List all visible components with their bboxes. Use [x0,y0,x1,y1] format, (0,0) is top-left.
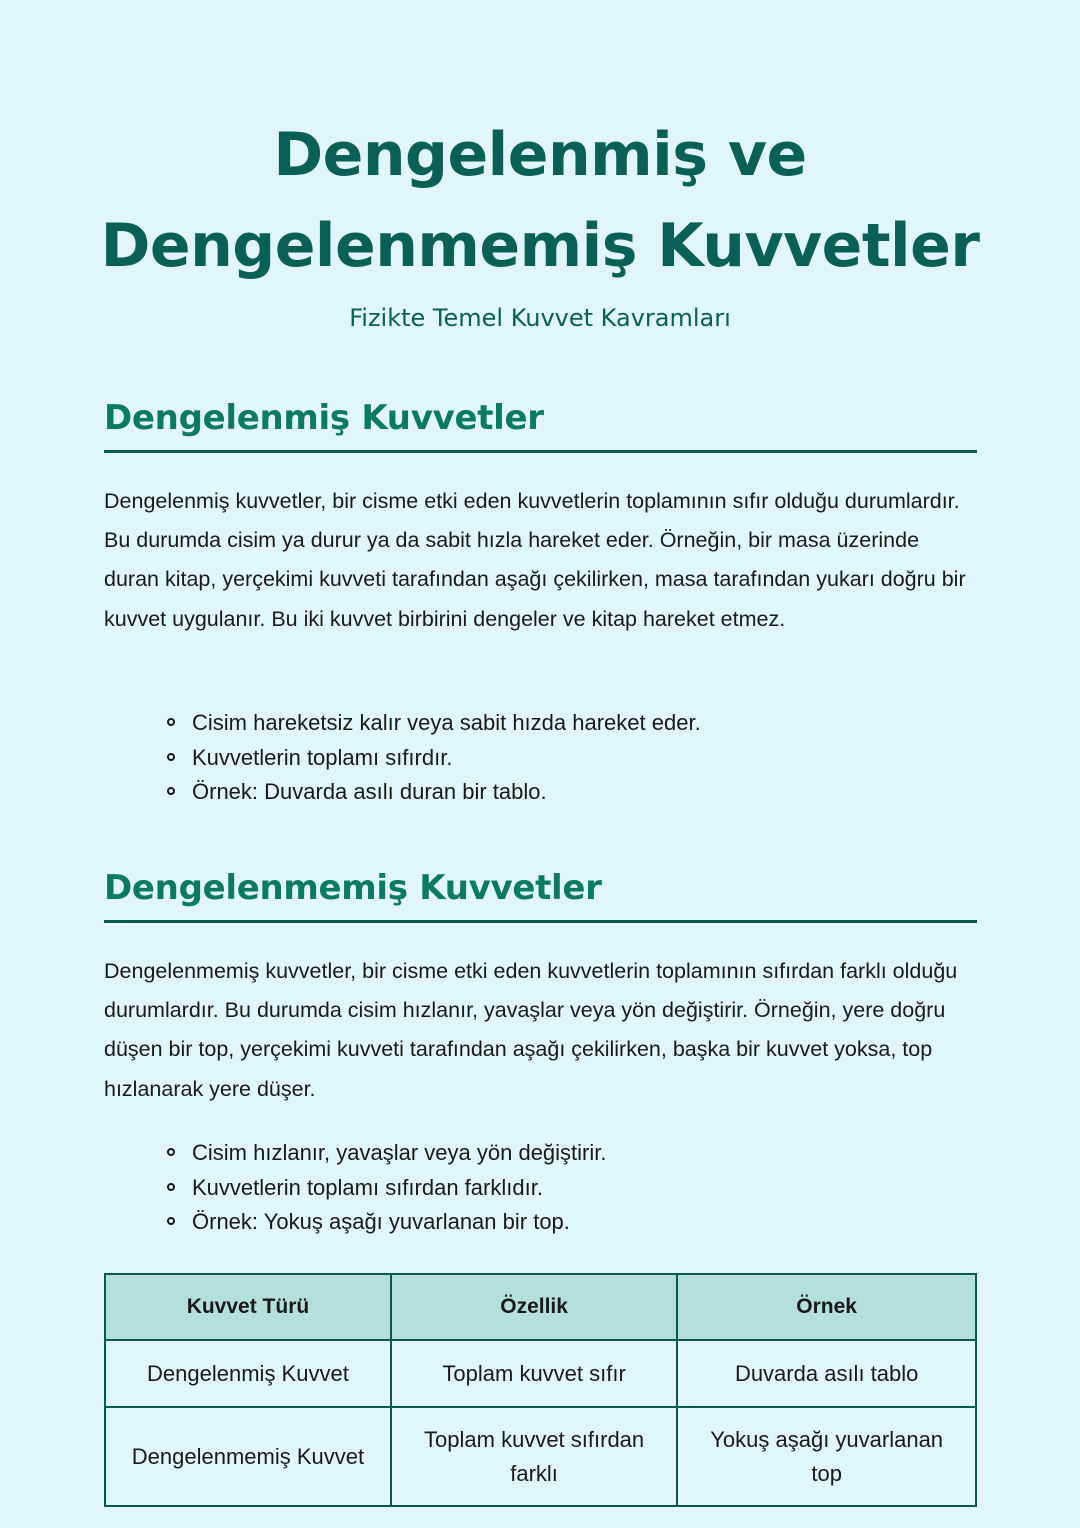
bullet-circle-icon [167,1148,175,1156]
list-item-text: Örnek: Duvarda asılı duran bir tablo. [192,779,547,804]
list-item-text: Örnek: Yokuş aşağı yuvarlanan bir top. [192,1209,570,1234]
bullet-list-unbalanced [192,1136,607,1240]
bullet-circle-icon [167,753,175,761]
page-title [0,110,1080,292]
title-line-2: Dengelenmemiş Kuvvetler [100,211,980,281]
section-heading-balanced: Dengelenmiş Kuvvetler [104,398,977,453]
list-item-text: Cisim hareketsiz kalır veya sabit hızda hareket eder. [192,710,701,735]
bullet-circle-icon [167,718,175,726]
list-item [192,741,701,776]
bullet-circle-icon [167,787,175,795]
force-comparison-table [104,1273,977,1507]
table-header-row [105,1274,976,1340]
table-cell: Toplam kuvvet sıfır [391,1340,677,1407]
list-item [192,1171,607,1206]
list-item-text: Kuvvetlerin toplamı sıfırdan farklıdır. [192,1174,543,1200]
table-cell: Dengelenmiş Kuvvet [105,1340,391,1407]
bullet-circle-icon [167,1217,175,1225]
table-cell: Dengelenmemiş Kuvvet [105,1407,391,1506]
table-header-cell: Örnek [677,1274,976,1340]
list-item [192,775,701,810]
table-row [105,1407,976,1506]
section-heading-unbalanced: Dengelenmemiş Kuvvetler [104,868,977,923]
list-item [192,1205,607,1240]
table-cell: Toplam kuvvet sıfırdan farklı [391,1407,677,1506]
table-row [105,1340,976,1407]
table-header-cell: Özellik [391,1274,677,1340]
table-header-cell: Kuvvet Türü [105,1274,391,1340]
title-line-1: Dengelenmiş ve [273,120,807,190]
list-item [192,706,701,741]
bullet-circle-icon [167,1183,175,1191]
list-item-text: Cisim hızlanır, yavaşlar veya yön değiştirir. [192,1140,607,1165]
table-cell: Duvarda asılı tablo [677,1340,976,1407]
table-cell: Yokuş aşağı yuvarlanan top [677,1407,976,1506]
list-item [192,1136,607,1171]
page-subtitle: Fizikte Temel Kuvvet Kavramları [349,304,731,332]
list-item-text: Kuvvetlerin toplamı sıfırdır. [192,744,453,770]
section-paragraph-unbalanced: Dengelenmemiş kuvvetler, bir cisme etki eden kuvvetlerin toplamının sıfırdan farklı olduğu durumlardır. Bu durumda cisim hızlanır, yavaşlar veya yön değiştirir. Örneğin, yere doğru düşen bir top, yerçekimi kuvveti tarafından aşağı çekilirken, başka bir kuvvet yoksa, top hızlanarak yere düşer. [104,959,958,1101]
section-paragraph-balanced: Dengelenmiş kuvvetler, bir cisme etki eden kuvvetlerin toplamının sıfır olduğu durumlardır. Bu durumda cisim ya durur ya da sabit hızla hareket eder. Örneğin, bir masa üzerinde duran kitap, yerçekimi kuvveti tarafından aşağı çekilirken, masa tarafından yukarı doğru bir kuvvet uygulanır. Bu iki kuvvet birbirini dengeler ve kitap hareket etmez. [104,489,966,631]
bullet-list-balanced [192,706,701,810]
